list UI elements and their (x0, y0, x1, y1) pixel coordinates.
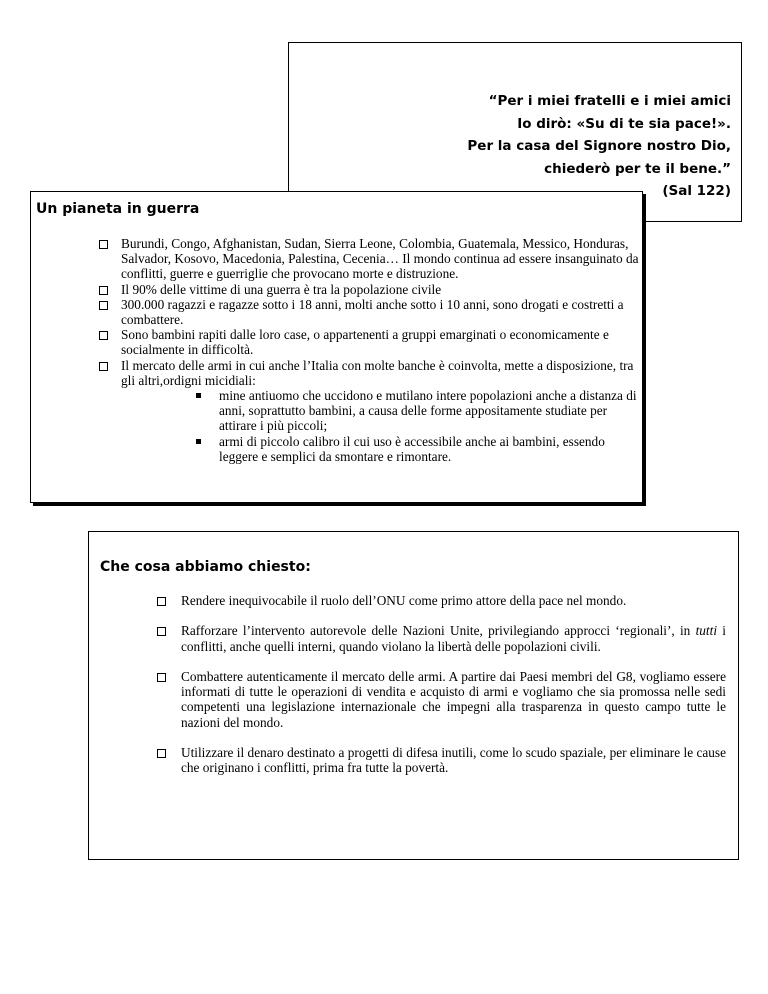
checkbox-bullet-icon (99, 286, 108, 295)
checkbox-bullet-icon (99, 362, 108, 371)
sublist-item-text: mine antiuomo che uccidono e mutilano intere popolazioni anche a distanza di anni, soprattutto bambini, a causa delle forme appositamente studiate per attirare i più piccoli; (219, 388, 637, 434)
list-item-text: Utilizzare il denaro destinato a progetti di difesa inutili, come lo scudo spaziale, per eliminare le cause che originano i conflitti, prima fra tutte la povertà. (181, 745, 726, 776)
sublist-item (196, 434, 644, 464)
list-item (99, 327, 644, 357)
list-item-text: Combattere autenticamente il mercato delle armi. A partire dai Paesi membri del G8, vogliamo essere informati di tutte le operazioni di vendita e acquisto di armi e vogliamo che sia promossa nelle sedi competenti una legislazione internazionale che impegni alla trasparenza in questo campo tutte le nazioni del mondo. (181, 668, 726, 730)
list-item (157, 745, 726, 776)
quote-citation: (Sal 122) (662, 183, 731, 199)
list-item-text: Sono bambini rapiti dalle loro case, o appartenenti a gruppi emarginati o economicamente e socialmente in difficoltà. (121, 327, 609, 358)
list-item-text: Rendere inequivocabile il ruolo dell’ONU come primo attore della pace nel mondo. (181, 593, 627, 608)
weapons-sublist (121, 388, 644, 464)
square-bullet-icon (196, 439, 201, 444)
requests-list (157, 593, 726, 791)
quote-line: Per la casa del Signore nostro Dio, (467, 138, 731, 154)
checkbox-bullet-icon (157, 673, 166, 682)
list-item-text: Il mercato delle armi in cui anche l’Italia con molte banche è coinvolta, mette a disposizione, tra gli altri,ordigni micidiali: (121, 357, 634, 388)
sublist-item-text: armi di piccolo calibro il cui uso è accessibile anche ai bambini, essendo leggere e semplici da smontare e rimontare. (219, 433, 605, 464)
text-segment: i conflitti, anche quelli interni, quando violano la libertà delle popolazioni civili. (181, 623, 726, 654)
list-item (157, 623, 726, 654)
list-item (157, 593, 726, 608)
square-bullet-icon (196, 393, 201, 398)
requests-section-box (88, 531, 739, 860)
emphasis-text: tutti (695, 623, 718, 639)
checkbox-bullet-icon (99, 240, 108, 249)
psalm-quote (467, 90, 731, 203)
war-section-box (30, 191, 643, 503)
checkbox-bullet-icon (157, 749, 166, 758)
war-section-title: Un pianeta in guerra (36, 201, 200, 217)
list-item-text: 300.000 ragazzi e ragazze sotto i 18 anni, molti anche sotto i 10 anni, sono drogati e costretti a combattere. (121, 296, 624, 328)
requests-section-title: Che cosa abbiamo chiesto: (100, 559, 311, 575)
sublist-item (196, 388, 644, 434)
list-item-text (181, 623, 726, 653)
text-segment: Rafforzare l’intervento autorevole delle Nazioni Unite, privilegiando approcci ‘regionali’, in (181, 623, 696, 639)
list-item (99, 297, 644, 327)
list-item (99, 282, 644, 297)
checkbox-bullet-icon (157, 597, 166, 606)
list-item-text: Il 90% delle vittime di una guerra è tra la popolazione civile (121, 281, 442, 297)
list-item-text: Burundi, Congo, Afghanistan, Sudan, Sierra Leone, Colombia, Guatemala, Messico, Honduras, Salvador, Kosovo, Macedonia, Palestina, Cecenia… Il mondo continua ad essere insanguinato da conflitti, guerre e guerriglie che provocano morte e distruzione. (121, 236, 639, 282)
checkbox-bullet-icon (99, 301, 108, 310)
list-item (99, 236, 644, 282)
list-item (157, 669, 726, 730)
quote-line: Io dirò: «Su di te sia pace!». (517, 115, 731, 132)
quote-line: chiederò per te il bene.” (544, 160, 731, 177)
war-list (99, 236, 644, 464)
quote-line: “Per i miei fratelli e i miei amici (488, 93, 731, 109)
checkbox-bullet-icon (99, 331, 108, 340)
checkbox-bullet-icon (157, 627, 166, 636)
list-item (99, 358, 644, 464)
